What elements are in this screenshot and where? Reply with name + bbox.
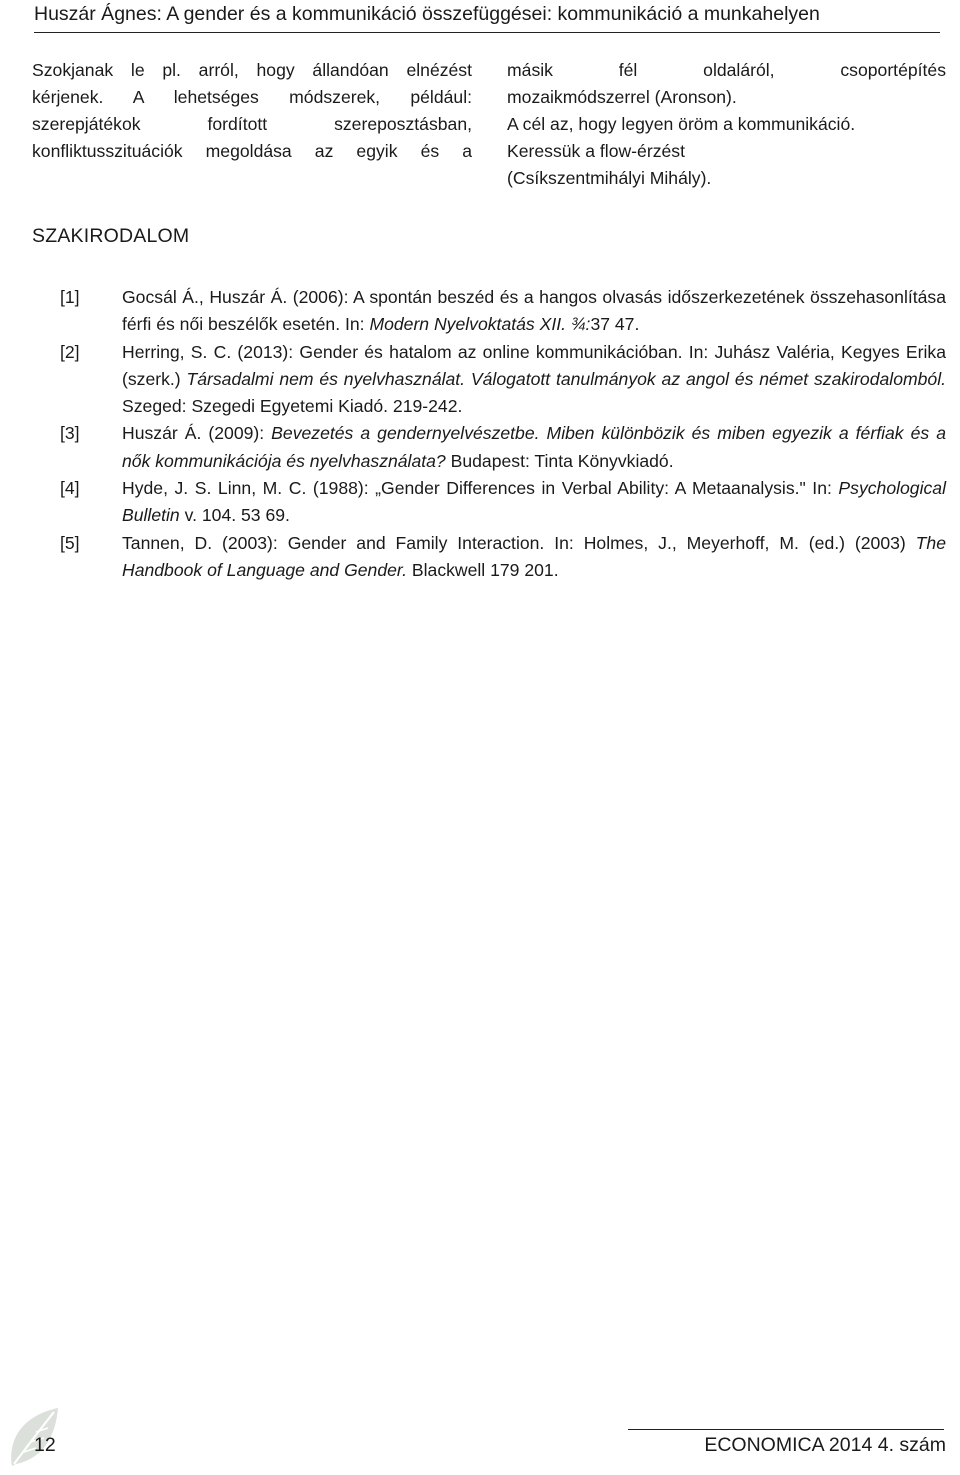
reference-text [122, 284, 946, 339]
section-title: SZAKIRODALOM [32, 225, 190, 247]
reference-text [122, 339, 946, 421]
text-line: Szokjanak le pl. arról, hogy állandóan elnézést [32, 60, 472, 80]
text-line: másik fél oldaláról, csoportépítés [507, 60, 946, 80]
reference-item [60, 284, 946, 339]
reference-segment: 37 47. [590, 314, 640, 335]
reference-list [60, 284, 946, 584]
reference-text [122, 530, 946, 585]
journal-issue: ECONOMICA 2014 4. szám [704, 1434, 946, 1456]
running-header: Huszár Ágnes: A gender és a kommunikáció összefüggései: kommunikáció a munkahelyen [34, 2, 940, 33]
reference-text [122, 475, 946, 530]
reference-italic-segment: Társadalmi nem és nyelvhasználat. Válogatott tanulmányok az angol és német szakirodalomból. [186, 368, 947, 389]
reference-segment: Budapest: Tinta Könyvkiadó. [445, 450, 674, 471]
reference-item [60, 530, 946, 585]
reference-italic-segment: Bevezetés a gendernyelvészetbe. Miben különbözik és miben egyezik a férfiak és a nők kommunikációja és nyelvhasználata? [122, 423, 946, 471]
left-paragraph [32, 57, 472, 165]
reference-item [60, 339, 946, 421]
reference-item [60, 420, 946, 475]
page-number: 12 [34, 1434, 56, 1456]
reference-italic-segment: The Handbook of Language and Gender. [122, 532, 946, 580]
text-line: konfliktusszituációk megoldása az egyik és a [32, 141, 472, 161]
right-text-column [507, 57, 946, 192]
reference-segment: Hyde, J. S. Linn, M. C. (1988): „Gender Differences in Verbal Ability: A Metaanalysis." In: [122, 478, 839, 499]
text-line: (Csíkszentmihályi Mihály). [507, 168, 712, 188]
left-text-column [32, 57, 472, 165]
text-line: Keressük a flow-érzést [507, 141, 685, 161]
reference-segment: Tannen, D. (2003): Gender and Family Interaction. In: Holmes, J., Meyerhoff, M. (ed.) (2003) [122, 532, 916, 553]
footer-rule [628, 1429, 944, 1430]
reference-segment: Blackwell 179 201. [407, 559, 559, 580]
reference-number: [3] [60, 423, 80, 444]
reference-text [122, 420, 946, 475]
reference-number: [5] [60, 532, 80, 553]
reference-segment: Szeged: Szegedi Egyetemi Kiadó. 219-242. [122, 396, 463, 417]
reference-segment: Huszár Á. (2009): [122, 423, 272, 444]
reference-italic-segment: Modern Nyelvoktatás XII. ¾: [369, 314, 591, 335]
reference-item [60, 475, 946, 530]
reference-number: [2] [60, 341, 80, 362]
reference-segment: Gocsál Á., Huszár Á. (2006): A spontán beszéd és a hangos olvasás időszerkezetének összehasonlítása férfi és női beszélők esetén. In: [122, 287, 946, 335]
reference-italic-segment: Psychological Bulletin [122, 478, 946, 526]
text-line: szerepjátékok fordított szereposztásban, [32, 114, 472, 134]
text-line: A cél az, hogy legyen öröm a kommunikáció. [507, 114, 856, 134]
reference-number: [4] [60, 478, 80, 499]
right-paragraph [507, 57, 946, 192]
reference-segment: Herring, S. C. (2013): Gender és hatalom az online kommunikációban. In: Juhász Valéria, Kegyes Erika (szerk.) [122, 341, 946, 389]
text-line: mozaikmódszerrel (Aronson). [507, 87, 737, 107]
text-line: kérjenek. A lehetséges módszerek, például: [32, 87, 472, 107]
reference-number: [1] [60, 287, 80, 307]
reference-segment: v. 104. 53 69. [179, 505, 290, 526]
